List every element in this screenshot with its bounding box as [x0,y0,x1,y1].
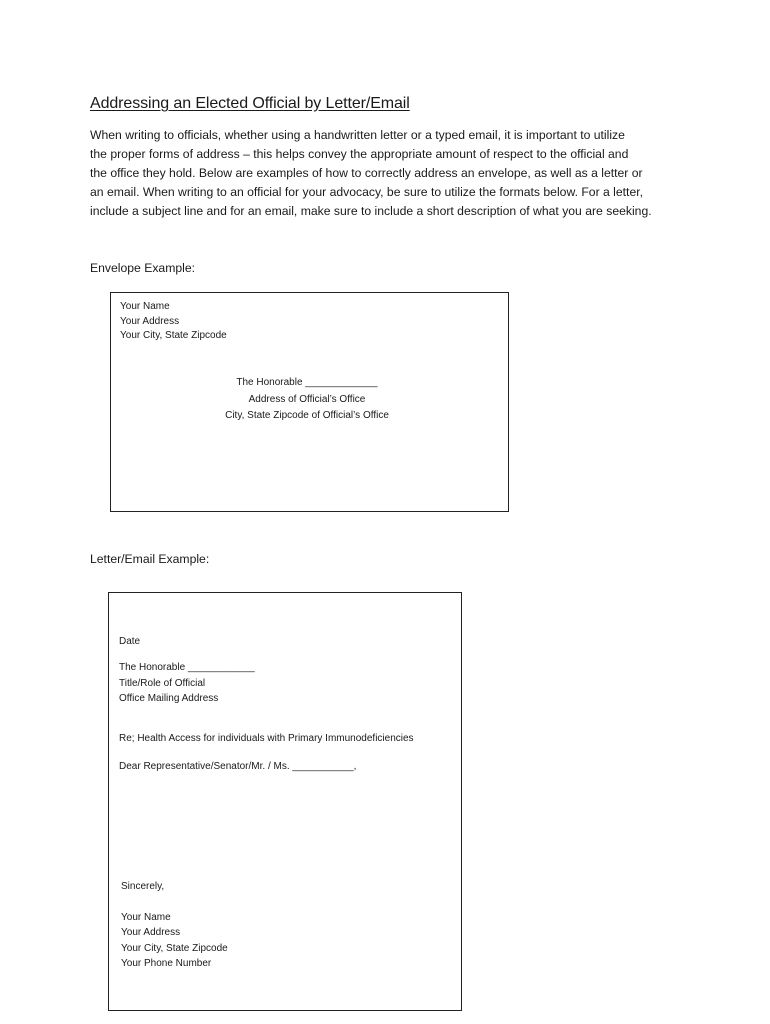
return-city: Your City, State Zipcode [120,330,227,341]
letter-example-label: Letter/Email Example: [90,552,210,566]
recipient-address [111,375,503,425]
letter-recipient [119,660,255,707]
letter-date-text: Date [119,636,141,647]
letter-sender [121,910,228,972]
intro-line: include a subject line and for an email, make sure to include a short description of what you are seeking. [90,204,652,218]
page-title: Addressing an Elected Official by Letter/Email [90,95,410,112]
letter-closing-text: Sincerely, [121,881,165,892]
recipient-honorable: The Honorable _____________ [236,377,378,388]
return-name: Your Name [120,301,170,312]
sender-address: Your Address [121,927,181,939]
recipient-city: City, State Zipcode of Official’s Office [225,410,389,421]
return-street: Your Address [120,315,180,327]
intro-line: When writing to officials, whether using a handwritten letter or a typed email, it is important to utilize [90,128,625,142]
intro-paragraph [90,126,700,221]
sender-city: Your City, State Zipcode [121,942,228,954]
envelope-example-box [110,292,509,512]
letter-recipient-address: Office Mailing Address [119,693,219,705]
intro-line: an email. When writing to an official for your advocacy, be sure to utilize the formats below. For a letter, [90,185,643,199]
letter-recipient-honorable: The Honorable ____________ [119,662,255,673]
sender-phone: Your Phone Number [121,958,212,970]
return-address [120,300,227,344]
letter-subject-text: Re; Health Access for individuals with Primary Immunodeficiencies [119,733,414,744]
letter-salutation [119,760,356,775]
letter-salutation-text: Dear Representative/Senator/Mr. / Ms. ___________, [119,761,357,772]
letter-subject [119,732,414,747]
letter-example-box [108,592,462,1011]
letter-recipient-title: Title/Role of Official [119,677,206,689]
intro-line: the proper forms of address – this helps convey the appropriate amount of respect to the official and [90,147,629,161]
letter-closing [121,880,164,895]
envelope-example-label: Envelope Example: [90,261,196,275]
intro-line: the office they hold. Below are examples of how to correctly address an envelope, as well as a letter or [90,166,643,180]
sender-name: Your Name [121,912,171,923]
letter-date [119,635,140,650]
recipient-street: Address of Official’s Office [248,393,366,405]
